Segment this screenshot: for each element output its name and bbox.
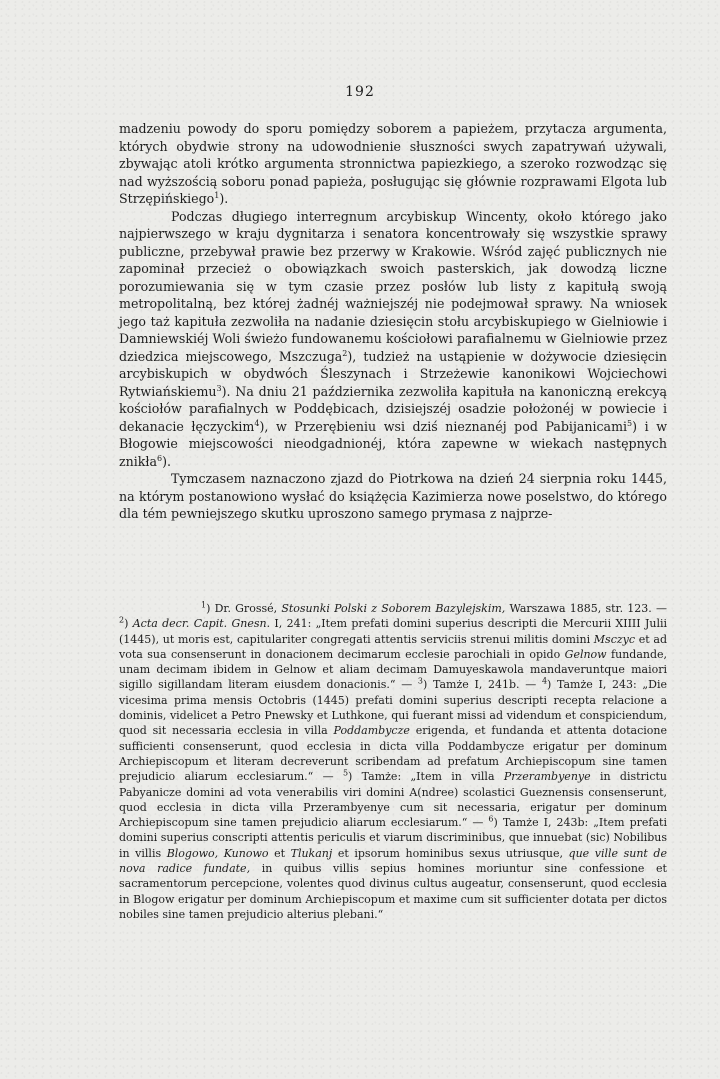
footnote-mark-5: 5: [342, 768, 349, 778]
footnote-name: Msczyc: [593, 632, 636, 646]
text-run: ), w Przerębieniu wsi dziś nieznanéj pod Pabijanicami: [259, 418, 628, 434]
footnote-title: Stosunki Polski z Soborem Bazylejskim,: [281, 602, 506, 615]
footnote-text: I, 241: „Item prefati domini superius descripti die Mercurii XIIII Julii (1445), ut moris est, capitulariter congregati attentis serviciis strenui militis domini: [119, 617, 667, 646]
footnote-text: fundande, unam decimam ibidem in Gelnow et aliam decimam Damuyeskawola mandaveruntque maiori sigillo sigillandam literam eiusdem donacionis.“ —: [119, 647, 668, 692]
footnote-text: ) Tamże: „Item in villa: [348, 770, 504, 784]
footnote-text: Warszawa 1885, str. 123. —: [505, 602, 667, 615]
footnote-text: ): [124, 617, 133, 631]
footnote-place: Blogowo, Kunowo: [166, 846, 269, 860]
footnote-mark-1: 1: [201, 600, 207, 610]
text-run: ) i w Błogowie miejscowości nieodgadnionéj, która zapewne w wiekach następnych znikła: [119, 418, 667, 469]
footnote-ref-6: 6: [157, 453, 163, 463]
footnote-place: Gelnow: [564, 647, 607, 661]
text-run: ).: [219, 191, 229, 206]
footnote-text: et ipsorum hominibus sexus utriusque,: [332, 846, 569, 860]
footnote-text: ) Tamże I, 243: „Die vicesima prima mensis Octobris (1445) prefati domini superius descripti recepta relacione a dominis, videlicet a Petro Pnewsky et Luthkone, qui fuerant missi ad videndum et conspiciendum, quod sit necessaria ecclesia in villa: [119, 678, 667, 738]
footnote-place: Poddambycze: [333, 724, 410, 738]
footnote-text: in quibus villis sepius homines moriuntur sine confessione et sacramentorum percepcione, volentes quod divinus cultus augeatur, consenserunt, quod ecclesia in Blogow erigatur per dominum Archiepiscopum et maxime cum sit sufficienter dotata per dictos nobiles sine tamen prejudicio alterius plebani.“: [119, 862, 667, 921]
footnote-mark-4: 4: [541, 676, 548, 686]
footnote-text: ) Dr. Grossé,: [206, 602, 282, 615]
footnote-quote: que ville sunt de nova radice fundate,: [119, 846, 667, 876]
text-run: madzeniu powody do sporu pomiędzy soborem a papieżem, przytacza argumenta, których obydwie strony na udowodnienie słuszności swych zapatrywań używali, zbywając atoli krótko argumenta stronnictwa papiezkiego, a szeroko rozwodząc się nad wyższością soboru ponad papieża, posługując się głównie rozprawami Elgota lub Strzępińskiego: [119, 121, 667, 206]
page-number: 192: [345, 84, 375, 100]
footnote-ref-4: 4: [254, 418, 260, 428]
footnote-text: et ad vota sua consenserunt in donacionem decimarum ecclesie parochiali in opido: [119, 632, 667, 661]
main-text: [119, 120, 667, 523]
paragraph-1: [119, 120, 667, 208]
footnote-text: ) Tamże I, 243b: „Item prefati domini superius conscripti attentis periculis et viarum discriminibus, que innuebat (sic) Nobilibus in villis: [119, 816, 667, 860]
footnote-block: [119, 601, 667, 922]
footnotes: [119, 601, 667, 922]
footnote-mark-3: 3: [417, 676, 424, 686]
footnote-text: erigenda, et fundanda et attenta dotacione sufficienti consenserunt, quod ecclesia in dicta villa Poddambycze erigatur per dominum Archiepiscopum et literam decreverunt scribendam ad prefatum Archiepiscopum sine tamen prejudicio aliarum ecclesiarum.“ —: [119, 724, 667, 784]
footnote-ref-2: 2: [342, 348, 348, 358]
text-run: ).: [162, 453, 172, 469]
footnote-text: ) Tamże I, 241b. —: [423, 678, 542, 692]
footnote-mark-6: 6: [488, 814, 494, 824]
text-run: ). Na dniu 21 października zezwoliła kapituła na kanoniczną erekcyą kościołów parafialnych w Poddębicach, dzisiejszéj osadzie położonéj w powiecie i dekanacie łęczyckim: [119, 383, 667, 434]
footnote-ref-3: 3: [216, 383, 222, 393]
footnote-place: Tlukanj: [290, 846, 333, 860]
footnote-text: et: [268, 846, 291, 860]
footnote-mark-2: 2: [119, 615, 125, 625]
footnote-place: Przerambyenye: [503, 770, 591, 784]
text-run: ), tudzież na ustąpienie w dożywocie dziesięcin arcybiskupich w obydwóch Śleszynach i Strzeżewie kanonikowi Wojciechowi Rytwiańskiemu: [119, 348, 667, 399]
paragraph-3: [119, 470, 667, 523]
footnote-ref-5: 5: [627, 418, 633, 428]
footnote-text: in districtu Pabyanicze domini ad vota venerabilis viri domini A(ndree) scolastici Gueznensis consenserunt, quod ecclesia in dicta villa Przerambyenye cum sit necessaria, erigatur per dominum Archiepiscopum sine tamen prejudicio aliarum ecclesiarum.“ —: [119, 770, 667, 830]
footnote-ref-1: 1: [214, 190, 220, 200]
footnote-source: Acta decr. Capit. Gnesn.: [132, 617, 271, 631]
text-run: Tymczasem naznaczono zjazd do Piotrkowa na dzień 24 sierpnia roku 1445, na którym postanowiono wysłać do książęcia Kazimierza nowe poselstwo, do którego dla tém pewniejszego skutku uproszono samego prymasa z najprze-: [119, 471, 667, 521]
paragraph-2: [119, 208, 667, 471]
text-run: Podczas długiego interregnum arcybiskup Wincenty, około którego jako najpierwszego w kraju dygnitarza i senatora koncentrowały się wszystkie sprawy publiczne, przebywał prawie bez przerwy w Krakowie. Wśród zajęć publicznych nie zapominał przecież o obowiązkach swoich pasterskich, jak dowodzą liczne porozumiewania się w tym czasie przez posłów lub listy z kapitułą swoją metropolitalną, bez której żadnéj ważniejszéj nie podejmował sprawy. Na wniosek jego taż kapituła zezwoliła na nadanie dziesięcin stołu arcybiskupiego w Gielniowie i Damniewskiéj Woli świeżo fundowanemu kościołowi parafialnemu w Gielniowie przez dziedzica miejscowego, Mszczuga: [119, 208, 667, 364]
